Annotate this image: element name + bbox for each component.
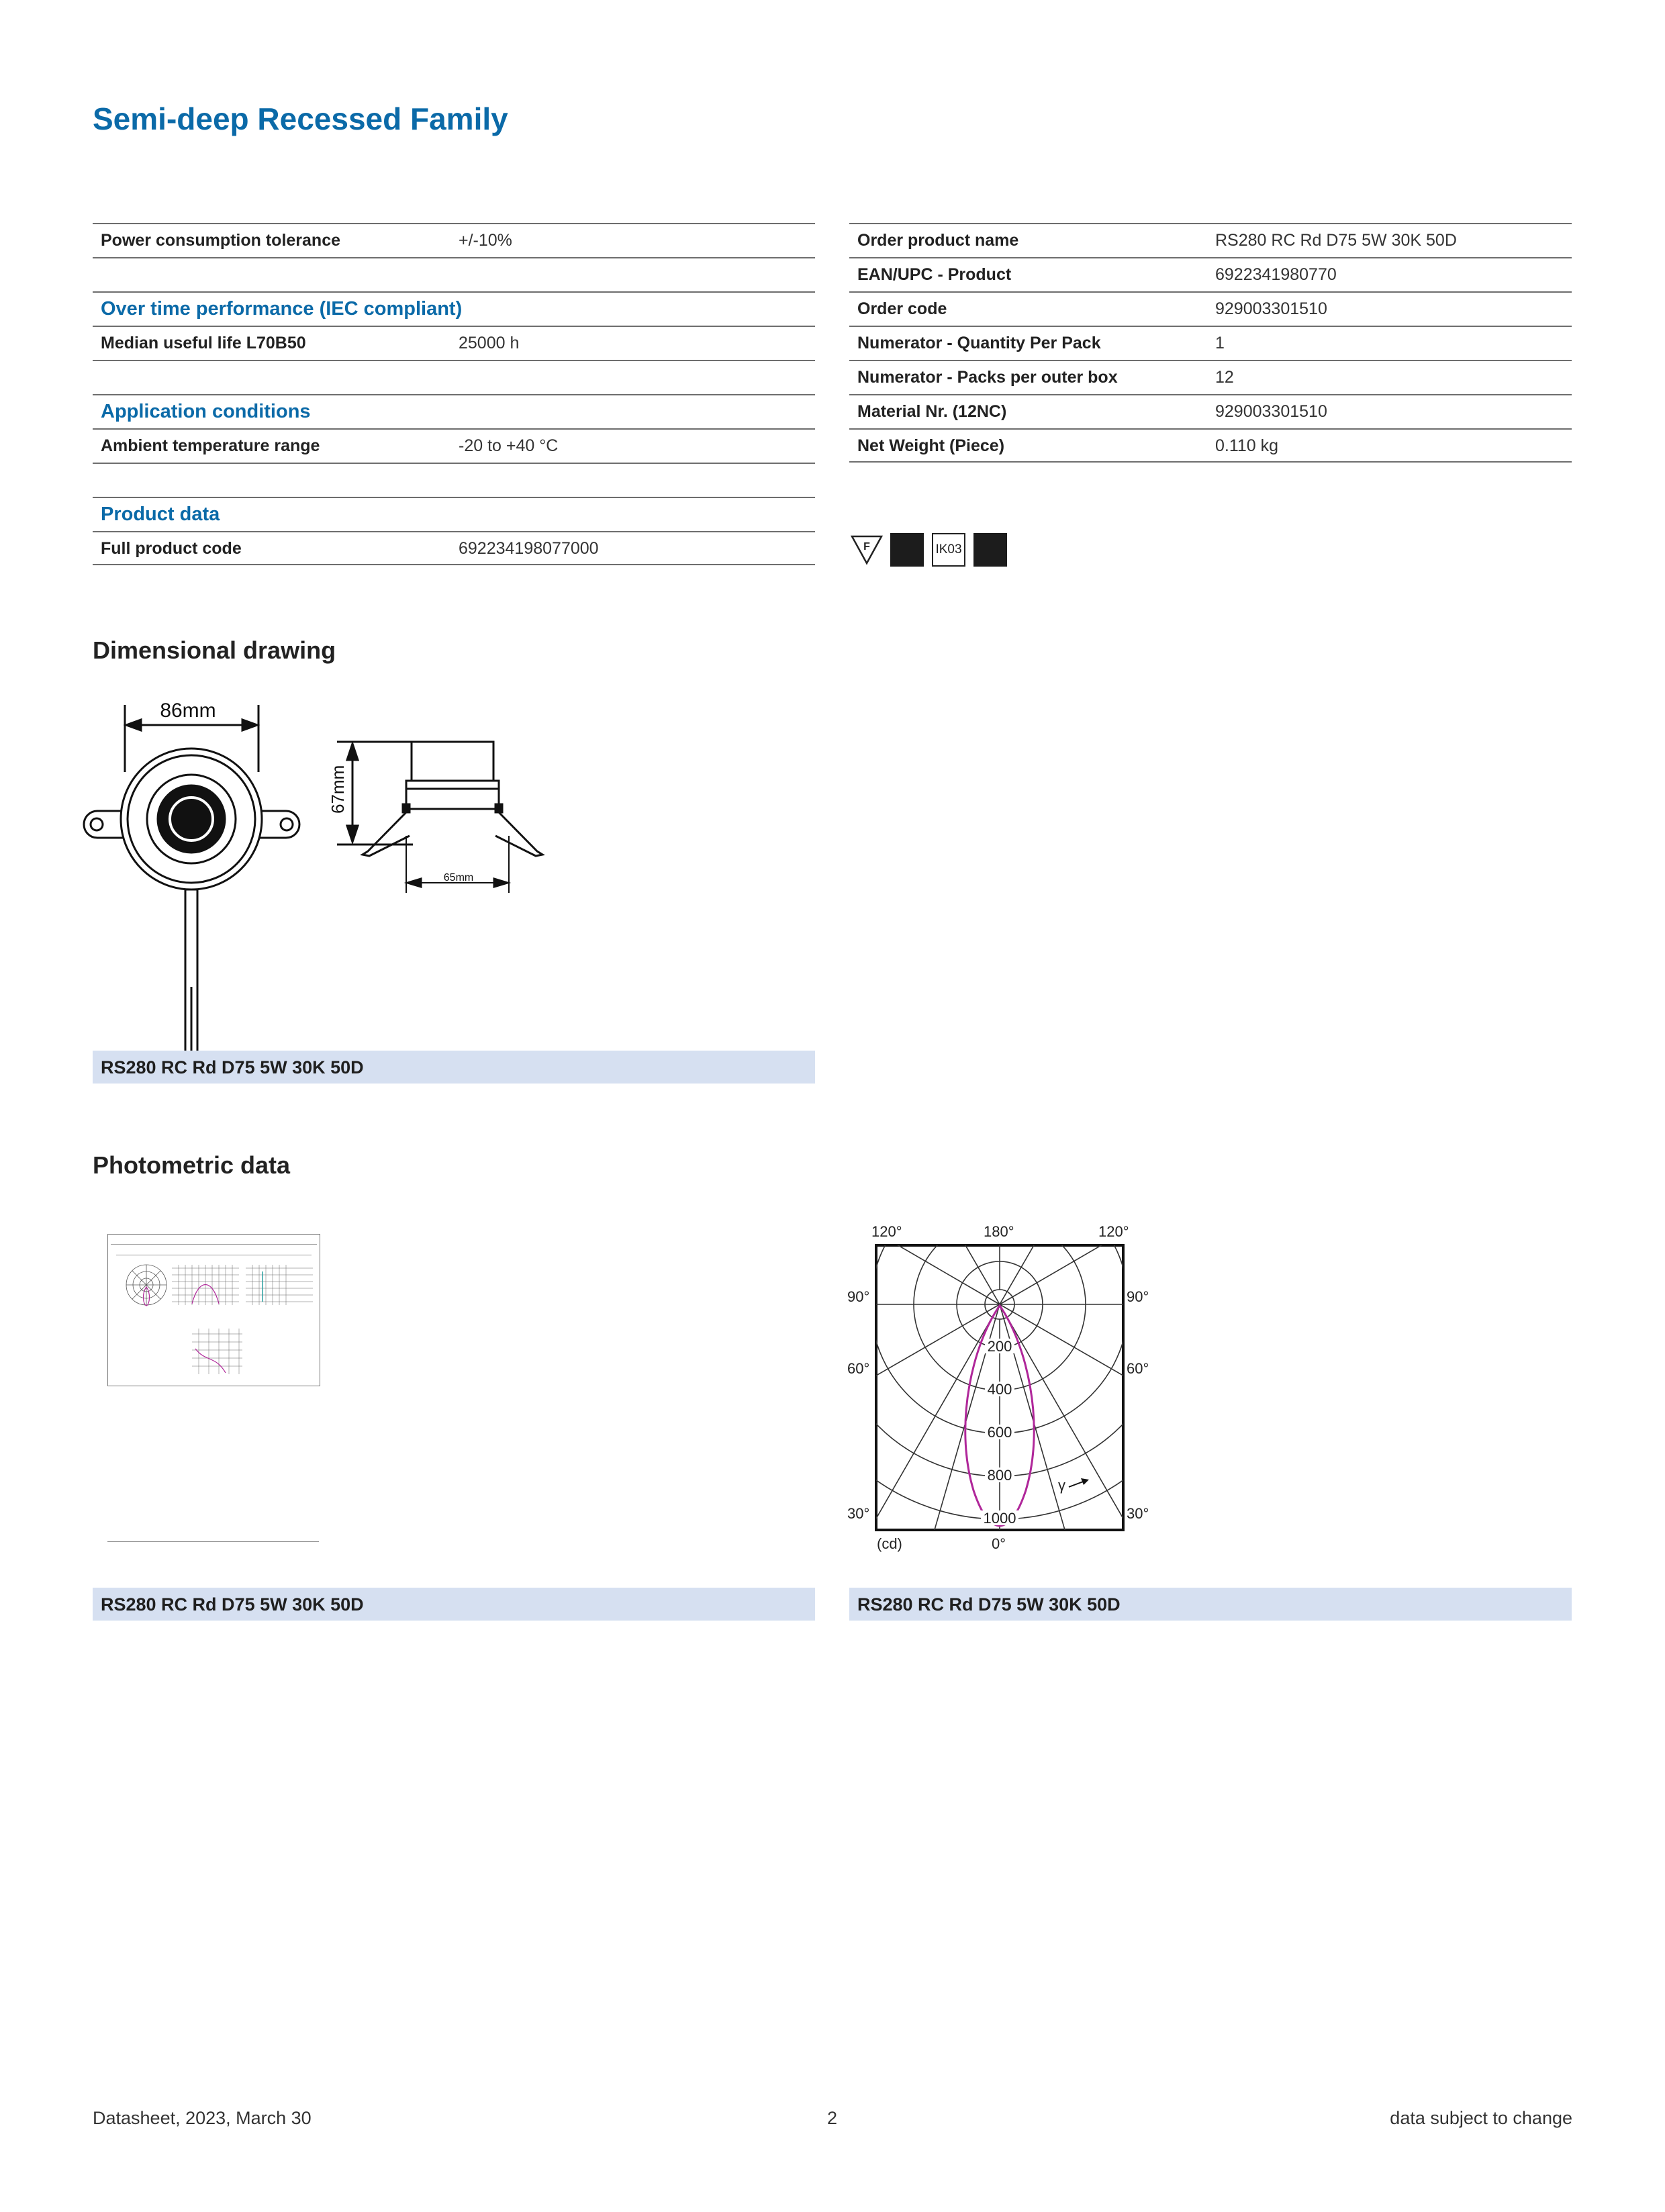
angle-label-0: 0° [992,1535,1006,1552]
row-value: RS280 RC Rd D75 5W 30K 50D [1215,231,1457,250]
footer-left: Datasheet, 2023, March 30 [93,2108,312,2128]
ik-rating-badge: IK03 [932,533,965,567]
row-label: Order product name [857,231,1019,250]
gamma-label: γ [1058,1477,1065,1494]
spacer-row [93,463,815,497]
photometric-caption-left [93,1588,815,1621]
footer-right: data subject to change [1390,2108,1572,2128]
table-row [93,428,815,463]
row-value: +/-10% [459,231,512,250]
table-row [93,326,815,360]
row-value: 12 [1215,368,1234,387]
row-label: Full product code [101,539,242,558]
table-row [849,428,1572,463]
row-label: Order code [857,299,947,318]
section-heading: Over time performance (IEC compliant) [101,298,463,320]
row-value: 1 [1215,334,1225,352]
row-value: 929003301510 [1215,402,1327,421]
section-header-row [93,497,815,531]
left-spec-table [93,223,815,565]
ring-label-1000: 1000 [983,1510,1016,1527]
f-mark-letter: F [863,541,870,552]
angle-label-60-right: 60° [1127,1360,1149,1377]
dimensional-caption [93,1051,815,1084]
table-row [849,394,1572,428]
row-label: Material Nr. (12NC) [857,402,1007,421]
row-label: Net Weight (Piece) [857,436,1005,455]
photometric-caption-right [849,1588,1572,1621]
angle-label-90-left: 90° [847,1288,870,1305]
row-value: -20 to +40 °C [459,436,559,455]
table-row [849,360,1572,394]
row-label: Numerator - Packs per outer box [857,368,1118,387]
ring-label-400: 400 [987,1381,1012,1398]
table-row [849,291,1572,326]
spacer-row [93,257,815,291]
footer-page-number: 2 [827,2108,838,2128]
f-mark-icon [850,533,884,567]
height-dimension-label: 67mm [328,765,348,814]
table-row [93,223,815,257]
caption-text: RS280 RC Rd D75 5W 30K 50D [101,1594,364,1615]
row-value: 929003301510 [1215,299,1327,318]
angle-label-120-right: 120° [1098,1223,1129,1240]
dimensional-heading: Dimensional drawing [93,636,336,664]
photometric-heading: Photometric data [93,1151,291,1179]
black-mark-icon [890,533,924,567]
table-row [93,531,815,565]
unit-label: (cd) [877,1535,902,1552]
ring-label-200: 200 [987,1338,1012,1355]
angle-label-90-right: 90° [1127,1288,1149,1305]
row-label: EAN/UPC - Product [857,265,1012,284]
spacer-row [93,360,815,394]
row-label: Median useful life L70B50 [101,334,306,352]
caption-text: RS280 RC Rd D75 5W 30K 50D [857,1594,1121,1615]
dimensional-drawing [87,698,571,1047]
row-label: Numerator - Quantity Per Pack [857,334,1101,352]
right-spec-table [849,223,1572,463]
section-heading: Product data [101,503,220,525]
row-label: Ambient temperature range [101,436,320,455]
table-row [849,223,1572,257]
angle-label-30-right: 30° [1127,1505,1149,1522]
section-heading: Application conditions [101,401,311,422]
width-dimension-label: 86mm [160,700,216,722]
row-value: 692234198077000 [459,539,599,558]
row-value: 6922341980770 [1215,265,1337,284]
table-row [849,326,1572,360]
photometric-report-thumbnail [107,1234,320,1386]
page-title: Semi-deep Recessed Family [93,101,508,136]
thumbnail-footer-rule [107,1541,319,1542]
ring-label-800: 800 [987,1467,1012,1484]
ring-label-600: 600 [987,1424,1012,1441]
angle-label-30-left: 30° [847,1505,870,1522]
angle-label-180: 180° [984,1223,1014,1240]
black-mark-icon [973,533,1007,567]
polar-intensity-diagram [847,1215,1168,1564]
angle-label-60-left: 60° [847,1360,870,1377]
section-header-row [93,291,815,326]
row-value: 25000 h [459,334,520,352]
cutout-dimension-label: 65mm [443,872,474,883]
table-row [849,257,1572,291]
caption-text: RS280 RC Rd D75 5W 30K 50D [101,1057,364,1077]
row-label: Power consumption tolerance [101,231,341,250]
row-value: 0.110 kg [1215,436,1279,455]
section-header-row [93,394,815,428]
angle-label-120-left: 120° [871,1223,902,1240]
